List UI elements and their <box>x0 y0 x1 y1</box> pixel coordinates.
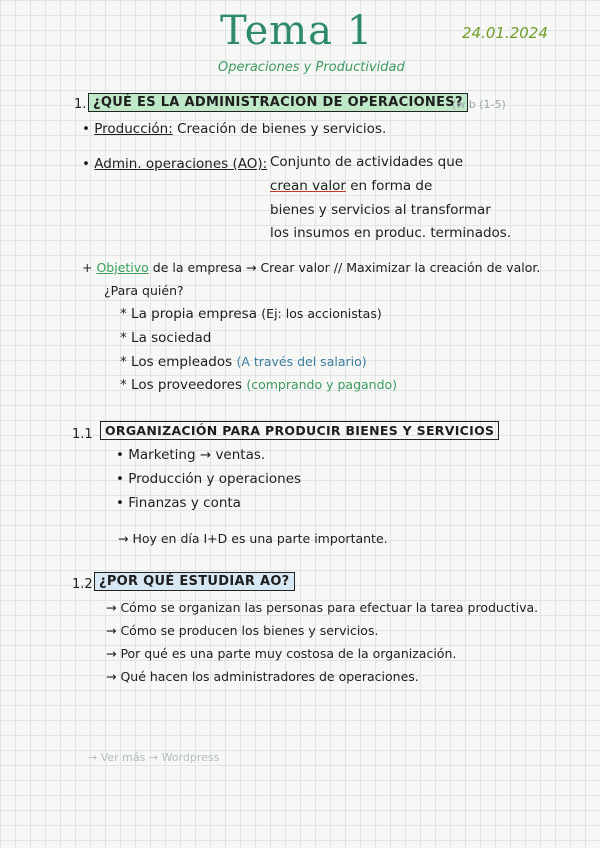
section-1-1-number: 1.1 <box>72 427 93 442</box>
list-item: • Producción y operaciones <box>116 471 302 487</box>
list-item: → Por qué es una parte muy costosa de la organización. <box>106 646 457 661</box>
list-item: * Los empleados (A través del salario) <box>120 354 367 370</box>
section-1-2-number: 1.2 <box>72 577 93 592</box>
admin-def-line-2-rest: en forma de <box>350 178 433 194</box>
admin-def-line-3: bienes y servicios al transformar <box>270 202 491 218</box>
section-1-1-heading: ORGANIZACIÓN PARA PRODUCIR BIENES Y SERVICIOS <box>100 421 499 440</box>
produccion-label: Producción: <box>94 121 173 137</box>
section-1-heading: ¿QUÉ ES LA ADMINISTRACION DE OPERACIONES? <box>88 93 468 112</box>
list-item: • Marketing → ventas. <box>116 447 266 463</box>
list-item: • Finanzas y conta <box>116 495 241 511</box>
admin-def-line-2 <box>270 178 432 194</box>
objetivo-line: + Objetivo de la empresa → Crear valor // Maximizar la creación de valor. <box>82 260 541 275</box>
crean-valor: crean valor <box>270 178 346 194</box>
section-1-ref: (w b (1-5) <box>452 98 506 111</box>
list-item: → Qué hacen los administradores de operaciones. <box>106 669 419 684</box>
admin-label-line: • Admin. operaciones (AO): <box>82 156 268 172</box>
list-item: * La propia empresa (Ej: los accionistas) <box>120 306 382 322</box>
objetivo-label: Objetivo <box>96 260 149 275</box>
page-subtitle: Operaciones y Productividad <box>218 60 405 75</box>
objetivo-text: de la empresa → Crear valor // Maximizar la creación de valor. <box>152 260 541 275</box>
page-title: Tema 1 <box>220 8 374 54</box>
list-item: → Cómo se organizan las personas para efectuar la tarea productiva. <box>106 600 539 615</box>
list-item: * Los proveedores (comprando y pagando) <box>120 377 398 393</box>
section-1-2-heading: ¿POR QUÉ ESTUDIAR AO? <box>94 572 295 591</box>
list-item: * La sociedad <box>120 330 212 346</box>
admin-label: Admin. operaciones (AO): <box>94 156 268 172</box>
para-quien: ¿Para quién? <box>104 283 184 298</box>
produccion-text: Creación de bienes y servicios. <box>177 121 387 137</box>
section-1-1-note: → Hoy en día I+D es una parte importante. <box>118 531 388 546</box>
faint-note: → Ver más → Wordpress <box>88 751 220 764</box>
list-item: → Cómo se producen los bienes y servicios. <box>106 623 379 638</box>
admin-def-line-1: Conjunto de actividades que <box>270 154 464 170</box>
admin-def-line-4: los insumos en produc. terminados. <box>270 225 512 241</box>
section-1-number: 1. <box>74 97 87 112</box>
produccion-line: • Producción: Creación de bienes y servicios. <box>82 121 387 137</box>
page-date: 24.01.2024 <box>462 24 548 42</box>
